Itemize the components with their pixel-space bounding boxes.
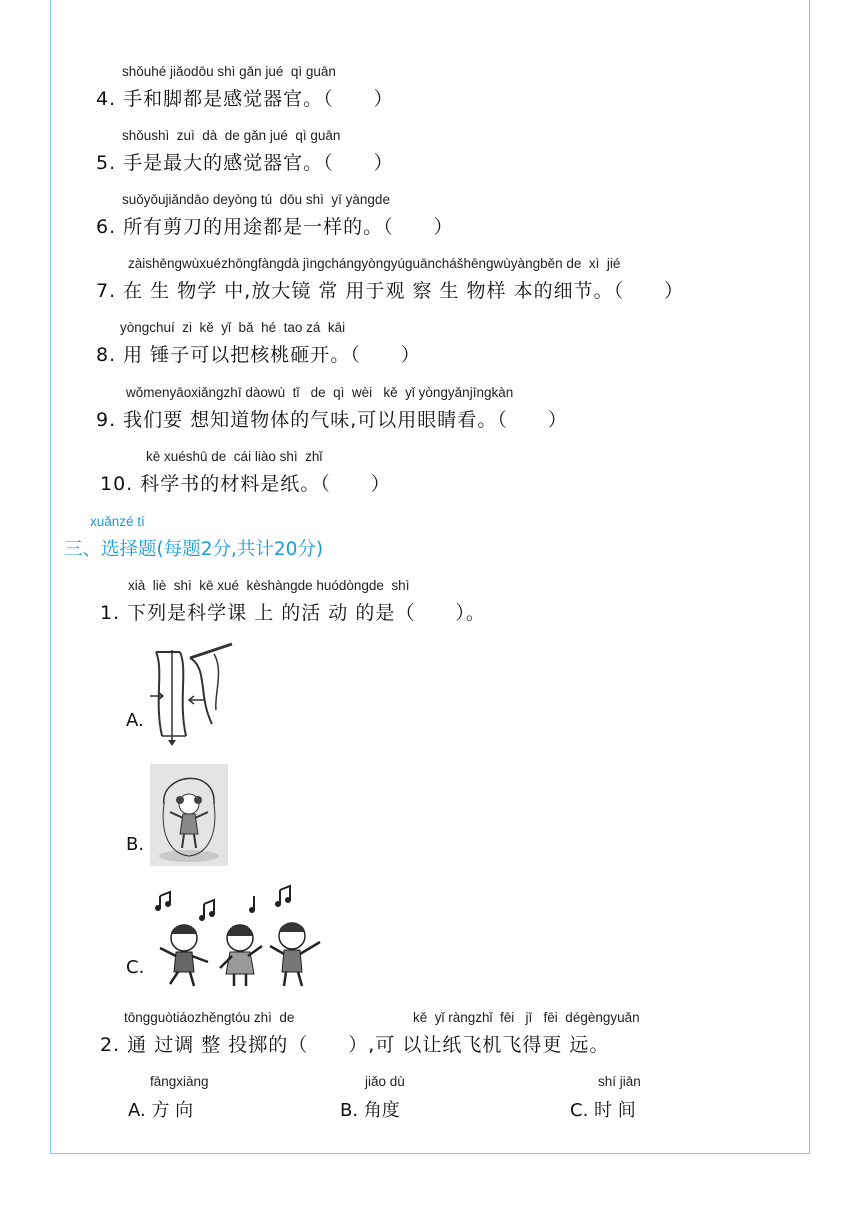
pinyin-line: wǒmenyāoxiǎngzhī dàowù tǐ de qì wèi kě yǐ yòngyǎnjīngkàn	[126, 385, 514, 400]
pinyin-line: tōngguòtiáozhěngtóu zhì de	[124, 1010, 295, 1025]
question-text: 9. 我们要 想知道物体的气味,可以用眼睛看。（ ）	[96, 409, 568, 431]
option-c: C. 时 间	[570, 1100, 636, 1121]
question-text: 6. 所有剪刀的用途都是一样的。（ ）	[96, 216, 454, 238]
option-b-label: B.	[126, 834, 145, 855]
option-a: A. 方 向	[128, 1100, 194, 1121]
question-text: 10. 科学书的材料是纸。（ ）	[100, 473, 391, 495]
section-pinyin: xuǎnzé tí	[90, 514, 145, 529]
pinyin-line: xià liè shì kē xué kèshàngde huódòngde shì	[128, 578, 410, 593]
pinyin-line: suǒyǒujiǎndāo deyòng tú dōu shì yī yàngde	[122, 192, 390, 207]
option-b: B. 角度	[340, 1100, 400, 1121]
jump-rope-image	[150, 764, 228, 866]
option-pinyin: shí jiān	[598, 1074, 641, 1089]
option-pinyin: fāngxiàng	[150, 1074, 209, 1089]
paper-wind-image	[146, 640, 238, 746]
pinyin-line: kě yǐ ràngzhǐ fēi jī fēi dégèngyuǎn	[413, 1010, 640, 1025]
pinyin-line: zàishēngwùxuézhōngfàngdà jìngchángyòngyúguānchášhēngwùyàngběn de xì jié	[128, 256, 621, 271]
pinyin-line: shǒushì zuì dà de gǎn jué qì guān	[122, 128, 341, 143]
section-title: 三、选择题(每题2分,共计20分)	[64, 539, 324, 560]
question-text: 1. 下列是科学课 上 的活 动 的是（ ）。	[100, 602, 486, 624]
question-text: 5. 手是最大的感觉器官。（ ）	[96, 152, 394, 174]
pinyin-line: yòngchuí zi kě yǐ bǎ hé tao zá kāi	[120, 320, 346, 335]
option-pinyin: jiǎo dù	[365, 1074, 405, 1089]
question-text: 8. 用 锤子可以把核桃砸开。（ ）	[96, 344, 421, 366]
question-text: 4. 手和脚都是感觉器官。（ ）	[96, 88, 394, 110]
pinyin-line: kē xuéshū de cái liào shì zhǐ	[146, 449, 323, 464]
pinyin-line: shǒuhé jiǎodōu shì gǎn jué qì guān	[122, 64, 336, 79]
question-text: 2. 通 过调 整 投掷的（ ）,可 以让纸飞机飞得更 远。	[100, 1034, 610, 1056]
option-a-label: A.	[126, 710, 144, 731]
question-text: 7. 在 生 物学 中,放大镜 常 用于观 察 生 物样 本的细节。（ ）	[96, 280, 685, 302]
option-c-label: C.	[126, 957, 145, 978]
children-singing-image	[150, 884, 330, 990]
